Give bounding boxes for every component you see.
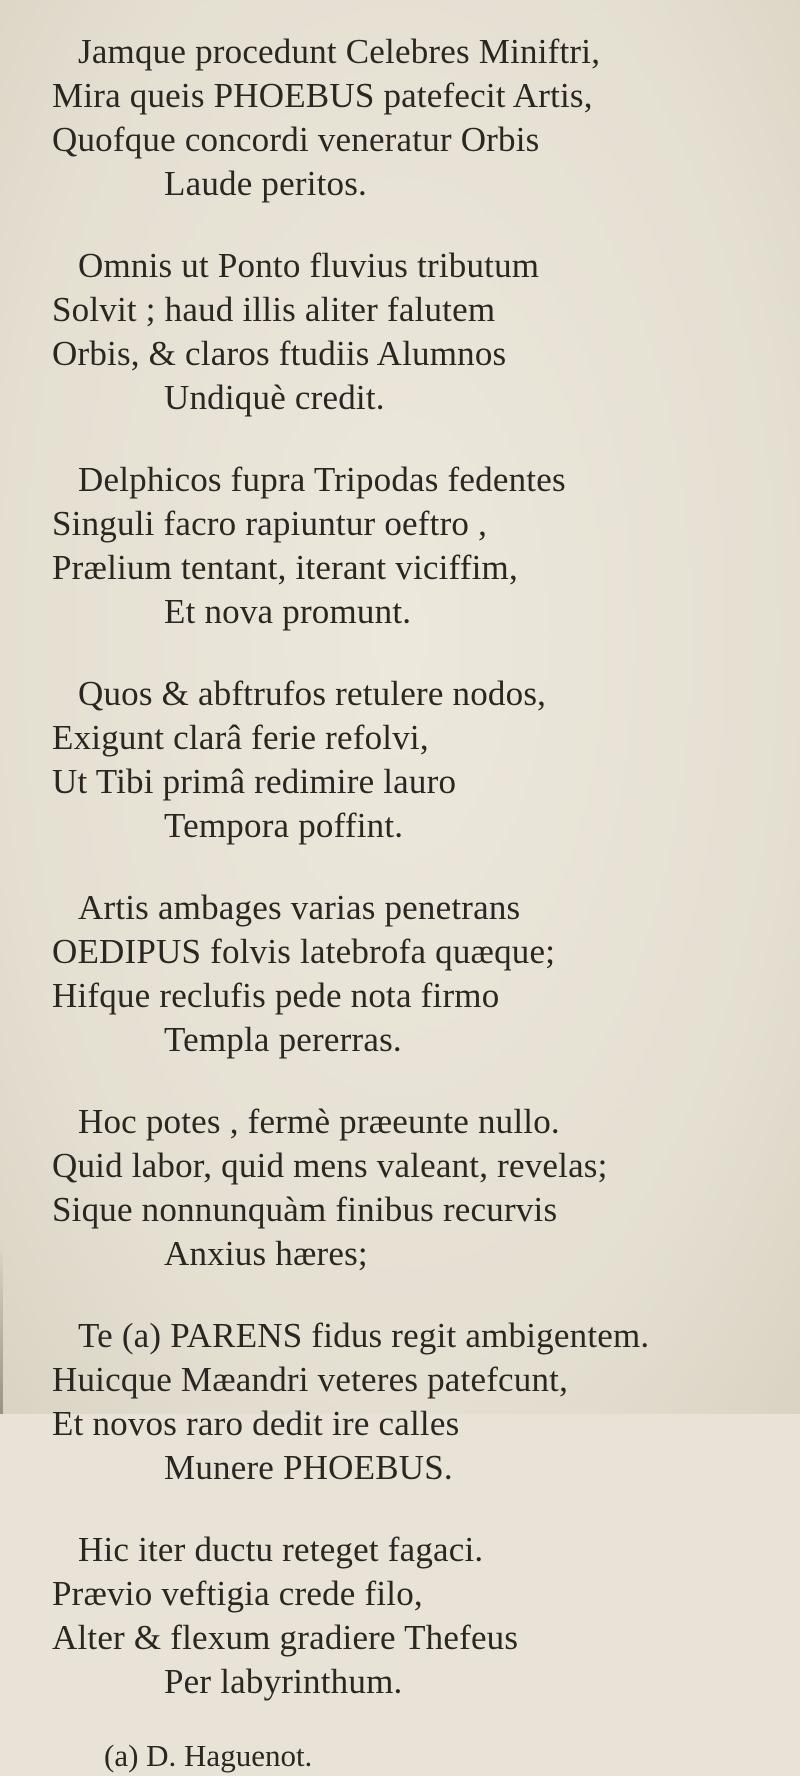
stanza-7: [52, 1314, 772, 1490]
verse-line: Delphicos fupra Tripodas fedentes: [78, 460, 566, 499]
verse-line: Quid labor, quid mens valeant, revelas;: [52, 1146, 608, 1185]
verse-line-short: Et nova promunt.: [164, 592, 412, 631]
footnote: (a) D. Haguenot.: [104, 1738, 313, 1773]
stanza-4: [52, 672, 772, 848]
verse-line: Alter & flexum gradiere Thefeus: [52, 1618, 519, 1657]
verse-line: Sique nonnunquàm finibus recurvis: [52, 1190, 558, 1229]
stanza-5: [52, 886, 772, 1062]
verse-line: Te (a) PARENS fidus regit ambigentem.: [78, 1316, 650, 1355]
verse-line: Singuli facro rapiuntur oeftro ,: [52, 504, 488, 543]
verse-line-short: Per labyrinthum.: [164, 1662, 403, 1701]
stanza-3: [52, 458, 772, 634]
stanza-8: [52, 1528, 772, 1704]
verse-line-short: Laude peritos.: [164, 164, 368, 203]
verse-line: Prævio veftigia crede filo,: [52, 1574, 423, 1613]
verse-line-short: Anxius hæres;: [164, 1234, 368, 1273]
verse-line: OEDIPUS folvis latebrofa quæque;: [52, 932, 556, 971]
verse-line-short: Tempora poffint.: [164, 806, 404, 845]
stanza-2: [52, 244, 772, 420]
verse-line: Mira queis PHOEBUS patefecit Artis,: [52, 76, 593, 115]
verse-line: Exigunt clarâ ferie refolvi,: [52, 718, 429, 757]
verse-line: Hoc potes , fermè præeunte nullo.: [78, 1102, 560, 1141]
verse-line: Jamque procedunt Celebres Miniftri,: [78, 32, 601, 71]
verse-line: Ut Tibi primâ redimire lauro: [52, 762, 457, 801]
verse-line-short: Munere PHOEBUS.: [164, 1448, 453, 1487]
verse-line-short: Templa pererras.: [164, 1020, 402, 1059]
verse-line: Hifque reclufis pede nota firmo: [52, 976, 500, 1015]
stanza-6: [52, 1100, 772, 1276]
page-edge-shadow: [0, 1250, 3, 1414]
verse-line: Artis ambages varias penetrans: [78, 888, 521, 927]
verse-line: Orbis, & claros ftudiis Alumnos: [52, 334, 507, 373]
verse-line: Solvit ; haud illis aliter falutem: [52, 290, 496, 329]
verse-line: Omnis ut Ponto fluvius tributum: [78, 246, 540, 285]
poem: [52, 30, 772, 1776]
verse-line-short: Undiquè credit.: [164, 378, 385, 417]
verse-line: Hic iter ductu reteget fagaci.: [78, 1530, 484, 1569]
stanza-1: [52, 30, 772, 206]
verse-line: Quos & abftrufos retulere nodos,: [78, 674, 547, 713]
verse-line: Quofque concordi veneratur Orbis: [52, 120, 540, 159]
verse-line: Prælium tentant, iterant viciffim,: [52, 548, 518, 587]
verse-line: Huicque Mæandri veteres patefcunt,: [52, 1360, 569, 1399]
verse-line: Et novos raro dedit ire calles: [52, 1404, 460, 1443]
